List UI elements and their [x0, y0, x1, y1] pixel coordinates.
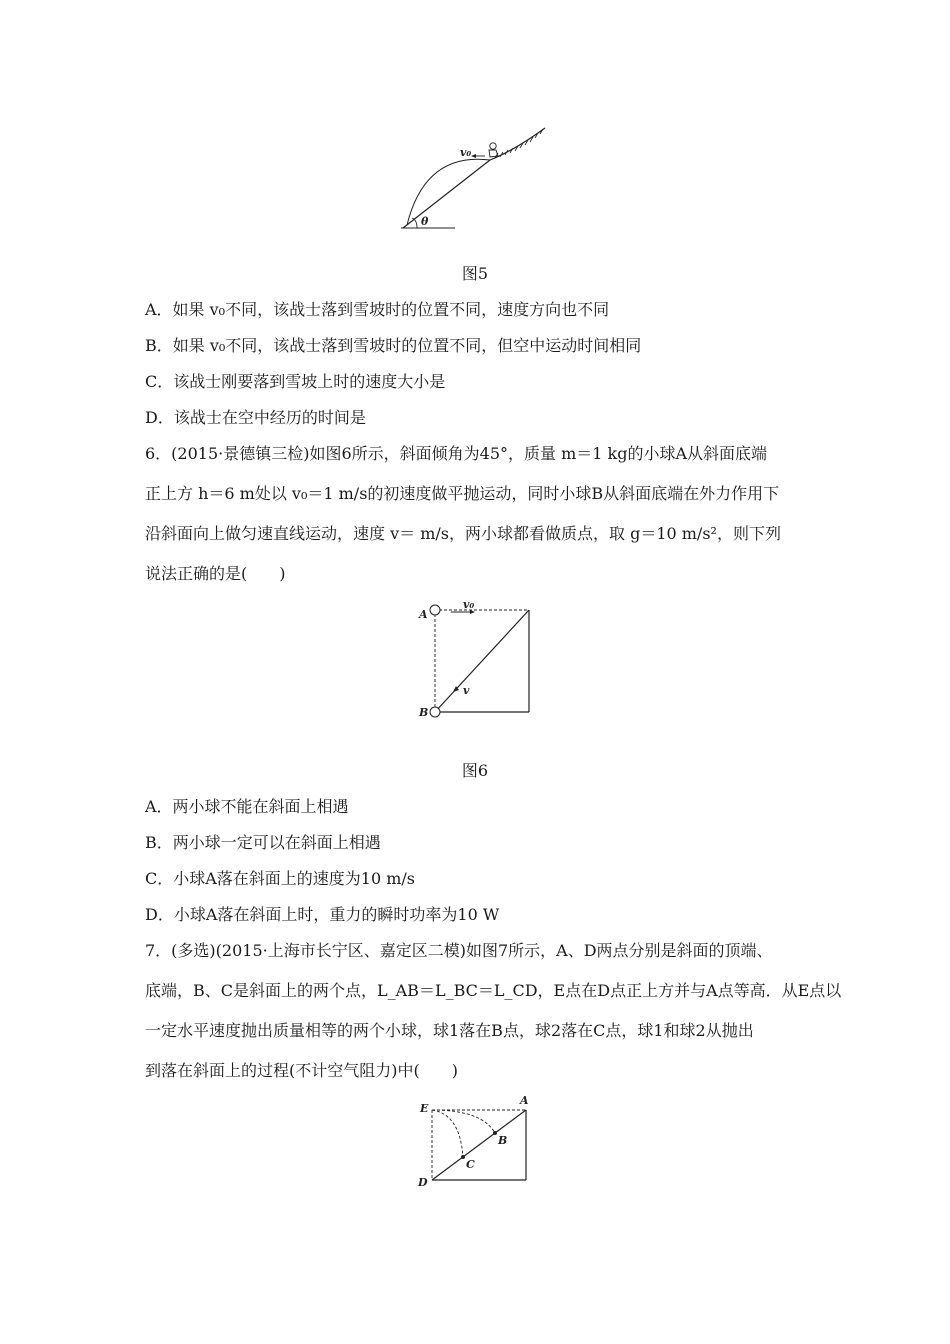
q6-stem-line-3: 沿斜面向上做匀速直线运动，速度 v＝ m/s，两小球都看做质点，取 g＝10 m/s²，则下列: [145, 524, 781, 543]
q5-option-b: B．如果 v₀不同，该战士落到雪坡时的位置不同，但空中运动时间相同: [145, 336, 642, 355]
q6-option-d: D．小球A落在斜面上时，重力的瞬时功率为10 W: [145, 905, 500, 924]
fig6-label-a: A: [419, 608, 428, 621]
q6-stem-line-2: 正上方 h＝6 m处以 v₀＝1 m/s的初速度做平抛运动，同时小球B从斜面底端在外力作用下: [145, 484, 780, 503]
fig6-label-v0: v₀: [463, 598, 475, 611]
fig5-v0-label: v₀: [460, 146, 472, 159]
q7-stem-line-4: 到落在斜面上的过程(不计空气阻力)中( ): [145, 1061, 458, 1080]
q5-option-c: C．该战士刚要落到雪坡上时的速度大小是: [145, 372, 446, 391]
q6-option-c: C．小球A落在斜面上的速度为10 m/s: [145, 869, 416, 888]
q7-stem-line-2: 底端，B、C是斜面上的两个点，L_AB＝L_BC＝L_CD，E点在D点正上方并与A点等高．从E点以: [145, 981, 842, 1000]
figure-5-diagram: [395, 122, 555, 234]
fig6-label-b: B: [419, 706, 429, 719]
fig6-label-v: v: [463, 684, 470, 697]
fig7-label-e: E: [420, 1102, 429, 1115]
fig7-label-b: B: [498, 1134, 508, 1147]
fig7-label-d: D: [418, 1176, 428, 1189]
q7-stem-line-3: 一定水平速度抛出质量相等的两个小球，球1落在B点，球2落在C点，球1和球2从抛出: [145, 1021, 754, 1040]
fig7-label-a: A: [520, 1094, 529, 1107]
q5-option-a: A．如果 v₀不同，该战士落到雪坡时的位置不同，速度方向也不同: [145, 300, 610, 319]
figure-5-caption: 图5: [461, 264, 489, 283]
q5-option-d: D．该战士在空中经历的时间是: [145, 408, 366, 427]
figure-6-diagram: [415, 598, 540, 723]
q6-option-b: B．两小球一定可以在斜面上相遇: [145, 833, 381, 852]
fig5-theta-label: θ: [421, 215, 429, 228]
q6-option-a: A．两小球不能在斜面上相遇: [145, 797, 349, 816]
fig7-label-c: C: [466, 1158, 475, 1171]
q7-stem-line-1: 7．(多选)(2015·上海市长宁区、嘉定区二模)如图7所示，A、D两点分别是斜面的顶端、: [145, 941, 773, 960]
q6-stem-line-1: 6．(2015·景德镇三检)如图6所示，斜面倾角为45°，质量 m＝1 kg的小球A从斜面底端: [145, 444, 768, 463]
figure-7-diagram: [412, 1092, 537, 1192]
q6-stem-line-4: 说法正确的是( ): [145, 564, 286, 583]
figure-6-caption: 图6: [461, 761, 489, 780]
